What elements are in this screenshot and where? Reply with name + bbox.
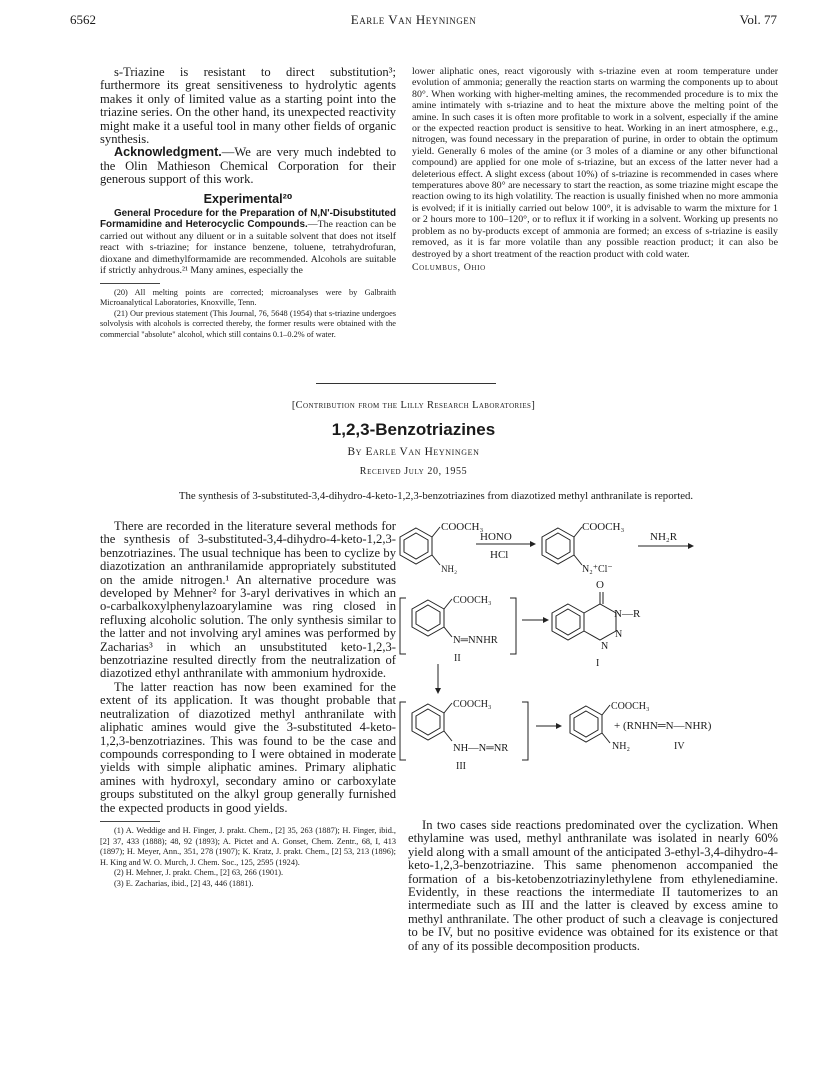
ester-group-label: COOCH₃: [453, 595, 492, 606]
ester-group-label: COOCH₃: [582, 521, 625, 533]
prev-article-right-column: [412, 66, 778, 273]
arrow-head: [688, 543, 694, 549]
reaction-scheme: [398, 516, 818, 816]
general-procedure-text: —The reaction can be carried out without any diluent or in a suitable solvent that does not itself react with s-triazine; for instance benzene, toluene, tetrahydrofuran, dioxane and dimethylformamide are recommended. Alcohols are suitable if strictly anhydrous.²¹ Many amines, especially the: [100, 219, 396, 277]
acknowledgment-text: —We are very much indebted to the Olin Mathieson Chemical Corporation for their generous support of this work.: [100, 145, 396, 187]
abstract: The synthesis of 3-substituted-3,4-dihydro-4-keto-1,2,3-benzotriazines from diazotized methyl anthranilate is reported.: [178, 490, 694, 502]
article-left-column: [100, 520, 396, 890]
byproduct-label: + (RNHN═N—NHR): [614, 720, 712, 732]
benzene-ring-inner: [556, 609, 580, 635]
benzene-ring-inner: [574, 711, 598, 737]
compound-label-I: I: [596, 658, 600, 669]
footnote-rule: [100, 821, 160, 822]
article-separator: [316, 383, 496, 384]
ester-group-label: COOCH₃: [611, 701, 650, 712]
reagent-hcl: HCl: [490, 549, 509, 561]
diazonium-structure: [542, 527, 582, 565]
footnote-21: (21) Our previous statement (This Journal, 76, 5648 (1954) that s-triazine undergoes solvolysis with alcohols is corrected thereby, the former results were obtained with the commercial "absolute" alcohol, which still contains 0.1–0.2% of water.: [100, 308, 396, 339]
arrow-head: [435, 688, 441, 694]
intermediate-II-structure: [412, 599, 452, 637]
running-head-author: Earle Van Heyningen: [350, 12, 477, 27]
intermediate-III-structure: [412, 703, 452, 741]
arrow-head: [530, 541, 536, 547]
methyl-anthranilate-structure: [400, 527, 440, 565]
ring-nitrogen-label: N: [615, 629, 623, 640]
prev-article-left-column: [100, 66, 396, 340]
arrow-head: [556, 723, 562, 729]
compound-label-II: II: [454, 653, 461, 664]
second-paragraph: The latter reaction has now been examined for the extent of its application. It was thought probable that neutralization of diazotized methyl anthranilate with aliphatic amines would give the 3-substituted 4-keto-1,2,3-benzotriazines. This was found to be the case and compounds corresponding to I were obtained in moderate yields with simple aliphatic amines. Primary aliphatic amines with hydroxyl, secondary amino or carboxylate groups substituted on the alkyl group generally furnished the expected products in good yields.: [100, 679, 396, 815]
bracket-left: [400, 702, 406, 760]
ester-group-label: COOCH₃: [453, 699, 492, 710]
methyl-anthranilate-product-structure: [570, 705, 610, 743]
side-reaction-paragraph: In two cases side reactions predominated over the cyclization. When ethylamine was used, methyl anthranilate was isolated in nearly 60% yield along with a small amount of the anticipated 3-ethyl-3,4-dihydro-4-keto-1,2,3-benzotriazine. This same phenomenon accompanied the formation of a bis-ketobenzotriazinylethylene from ethylenediamine. Evidently, in these reactions the intermediate II tautomerizes to an intermediate such as III and the latter is cleaved by excess amine to methyl anthranilate. The other product of such a cleavage is conjectured to be IV, but no positive evidence was obtained for its existence or that of any of its possible decomposition products.: [408, 818, 778, 953]
intro-paragraph: There are recorded in the literature several methods for the synthesis of 3-substituted-3,4-dihydro-4-keto-1,2,3-benzotriazines. The usual technique has been to cyclize by diazotization an anthranilamide appropriately substituted on the amide nitrogen.¹ An alternative procedure was developed by Mehner² for 3-aryl derivatives in which an o-carbalkoxylphenylazoarylamine was ring closed in refluxing alcoholic solution. The only synthesis similar to the latter and not involving aryl amines was performed by Zacharias³ in which an unsubstituted keto-1,2,3-benzotriazine resulted directly from the neutralization of diazotized ethyl anthranilate with ammonium hydroxide.: [100, 519, 396, 681]
general-procedure: [100, 208, 396, 276]
contribution-line: [Contribution from the Lilly Research Laboratories]: [291, 400, 536, 411]
reagent-amine: NH₂R: [650, 531, 678, 543]
azo-group-label: N═NNHR: [453, 635, 498, 646]
received-date: Received July 20, 1955: [359, 466, 468, 477]
bracket-left: [400, 598, 406, 654]
arrow-head: [543, 617, 549, 623]
amino-group-label: NH₂: [441, 564, 458, 574]
benzene-ring-inner: [416, 605, 440, 631]
compound-label-IV: IV: [674, 741, 685, 752]
benzene-ring-inner: [416, 709, 440, 735]
page-number: 6562: [70, 12, 96, 27]
footnote-1: (1) A. Weddige and H. Finger, J. prakt. Chem., [2] 35, 263 (1887); H. Finger, ibid., [2] 37, 433 (1888); 48, 92 (1893); A. Pictet and A. Gonset, Chem. Zentr., 68, I, 413 (1897); H. Meyer, Ann., 351, 278 (1907); K. Kratz, J. prakt. Chem., [2] 53, 213 (1896); H. King and W. O. Murch, J. Chem. Soc., 125, 2595 (1924).: [100, 825, 396, 867]
ring-nitrogen-label: N: [601, 641, 609, 652]
article-right-column: [408, 819, 778, 953]
diazonium-label: N₂⁺Cl⁻: [582, 564, 613, 575]
amino-group-label: NH₂: [612, 741, 630, 752]
compound-label-III: III: [456, 761, 466, 772]
bracket-right: [522, 702, 528, 760]
general-procedure-heading: General Procedure for the Preparation of N,N'-Disubstituted Formamidine and Heterocyclic Compounds.: [100, 208, 396, 231]
experimental-heading: Experimental²⁰: [203, 191, 293, 206]
ester-group-label: COOCH₃: [441, 521, 484, 533]
carbonyl-oxygen-label: O: [596, 579, 604, 591]
procedure-continued: lower aliphatic ones, react vigorously with s-triazine even at room temperature under evolution of ammonia; generally the reaction starts on warming the components up to about 80°. When working with higher-melting amines, the recommended procedure is to mix the amine intimately with s-triazine and to heat the mixture above the melting point of the amine. In such cases it is often more profitable to work in a solvent, especially if the amine or the expected reaction product is sensitive to heat. Working in an inert atmosphere, e.g., nitrogen, was found necessary in the preparation of purine, in order to obtain the optimum yield. Generally 6 moles of the amine (or 3 moles of a diamine or any other bifunctional compound) are applied for one mole of s-triazine, but an excess of the latter never had a deleterious effect. A slight excess (about 10%) of s-triazine is recommended in cases where temperatures above 80° are necessary to start the reaction, as some triazine might escape the reaction owing to its high volatility. The reaction is usually finished when no more ammonia is evolved; if it is initially carried out below 100°, it is advisable to warm the mixture for 1 or 2 hours more to 100–120°, or to reflux it if working in a solvent. Working up presents no problem as no by-products except of ammonia are formed; an excess of s-triazine is easily removed, as it is far more volatile than any possible reaction product; it can also be destroyed by a short treatment of the reaction product with cold water.: [412, 66, 778, 260]
acknowledgment: [100, 146, 396, 186]
article-title: 1,2,3-Benzotriazines: [331, 420, 496, 439]
reagent-hono: HONO: [480, 531, 512, 543]
running-head: [0, 12, 827, 32]
footnote-3: (3) E. Zacharias, ibid., [2] 43, 446 (1881).: [114, 878, 254, 888]
benzene-ring-inner: [546, 533, 570, 559]
footnote-20: (20) All melting points are corrected; microanalyses were by Galbraith Microanalytical Laboratories, Knoxville, Tenn.: [100, 287, 396, 308]
triazine-ring: [584, 604, 616, 640]
footnote-2: (2) H. Mehner, J. prakt. Chem., [2] 63, 266 (1901).: [114, 868, 284, 878]
benzene-ring-inner: [404, 533, 428, 559]
footnote-rule: [100, 283, 160, 284]
volume-number: Vol. 77: [739, 12, 777, 27]
bracket-right: [510, 598, 516, 654]
triazene-group-label: NH—N═NR: [453, 743, 509, 754]
prev-paragraph: s-Triazine is resistant to direct substitution³; furthermore its great sensitiveness to hydrolytic agents makes it only of limited value as a starting point into the triazine series. On the other hand, its unexpected reactivity might make it a useful tool in many other fields of organic synthesis.: [100, 65, 396, 147]
benzotriazinone-I-structure: [552, 592, 616, 640]
n-r-label: N—R: [614, 608, 641, 620]
location: Columbus, Ohio: [412, 261, 486, 273]
acknowledgment-heading: Acknowledgment.: [114, 145, 222, 160]
byline: By Earle Van Heyningen: [347, 446, 480, 458]
